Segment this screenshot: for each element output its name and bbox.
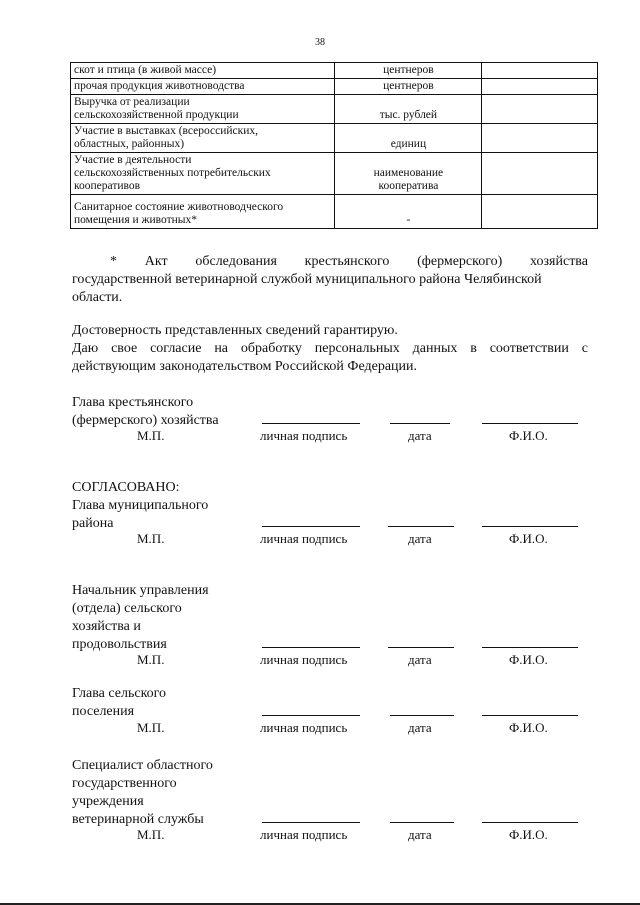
table-cell-line: Выручка от реализации: [74, 96, 190, 108]
fio-caption: Ф.И.О.: [509, 652, 548, 667]
signer-title-line: Специалист областного: [72, 758, 213, 773]
signature-line: [262, 647, 360, 648]
signer-title-line: ветеринарной службы: [72, 812, 204, 827]
signature-caption: личная подпись: [260, 531, 348, 546]
table-cell-name: [71, 153, 335, 195]
date-caption: дата: [408, 720, 432, 735]
signature-caption: личная подпись: [260, 720, 348, 735]
table-row: [71, 63, 598, 79]
date-line: [390, 715, 454, 716]
guarantee-word: свое: [111, 341, 138, 356]
date-caption: дата: [408, 531, 432, 546]
table-cell-value: [482, 79, 598, 95]
table-cell-line: Участие в выставках (всероссийских,: [74, 125, 259, 137]
table-row: [71, 153, 598, 195]
guarantee-word: в: [470, 341, 477, 356]
signature-line: [262, 822, 360, 823]
table-cell-name: [71, 95, 335, 124]
table-cell-line: Санитарное состояние животноводческого: [74, 201, 284, 213]
signer-title-line: поселения: [72, 704, 135, 719]
signer-specialist-title: [72, 757, 588, 829]
guarantee-word: согласие: [150, 341, 202, 356]
signer-title-line: (отдела) сельского: [72, 601, 182, 616]
signature-caption: личная подпись: [260, 428, 348, 443]
footnote-line: области.: [72, 290, 123, 305]
signer-title-line: Глава муниципального: [72, 498, 209, 513]
footnote-word: (фермерского): [417, 254, 503, 269]
guarantee-word: персональных: [314, 341, 400, 356]
guarantee-word: на: [214, 341, 229, 356]
signature-line: [262, 423, 360, 424]
signer-title-line: (фермерского) хозяйства: [72, 413, 219, 428]
footnote-word: *: [110, 254, 117, 269]
table-cell-unit: единиц: [335, 124, 482, 153]
table-row: [71, 79, 598, 95]
production-table: [70, 62, 598, 229]
guarantee-word: Даю: [72, 341, 99, 356]
table-cell-line: сельскохозяйственной продукции: [74, 109, 239, 121]
mp-label: М.П.: [137, 428, 165, 443]
table-cell-unit: [335, 153, 482, 195]
guarantee-word: соответствии: [489, 341, 569, 356]
table-cell-line: помещения и животных*: [74, 214, 197, 226]
guarantee-paragraph: [72, 322, 588, 376]
mp-label: М.П.: [137, 652, 165, 667]
table-cell-line: Участие в деятельности: [74, 154, 192, 166]
table-cell-value: [482, 124, 598, 153]
page-number: 38: [315, 37, 325, 48]
date-caption: дата: [408, 827, 432, 842]
table-row: [71, 95, 598, 124]
signature-caption: личная подпись: [260, 652, 348, 667]
footnote-word: хозяйства: [530, 254, 588, 269]
footnote-line: государственной ветеринарной службой муниципального района Челябинской: [72, 272, 542, 287]
table-cell-unit: центнеров: [335, 79, 482, 95]
date-line: [390, 423, 450, 424]
table-cell-line: сельскохозяйственных потребительских: [74, 167, 271, 179]
footnote-word: крестьянского: [304, 254, 390, 269]
footnote-word: Акт: [144, 254, 168, 269]
table-cell-value: [482, 195, 598, 229]
date-line: [388, 526, 454, 527]
mp-label: М.П.: [137, 531, 165, 546]
table-cell-unit: тыс. рублей: [335, 95, 482, 124]
footnote-word: обследования: [195, 254, 277, 269]
fio-caption: Ф.И.О.: [509, 827, 548, 842]
table-cell-line: областных, районных): [74, 138, 185, 150]
signer-title-line: учреждения: [72, 794, 144, 809]
table-cell-unit: центнеров: [335, 63, 482, 79]
fio-line: [482, 526, 578, 527]
table-cell-unit: -: [335, 195, 482, 229]
footnote: [72, 253, 588, 307]
guarantee-line: [72, 340, 588, 358]
footnote-line: [72, 253, 588, 271]
table-cell-value: [482, 153, 598, 195]
fio-line: [482, 715, 578, 716]
signer-title-line: Глава крестьянского: [72, 395, 194, 410]
guarantee-word: обработку: [240, 341, 302, 356]
table-cell-name: [71, 195, 335, 229]
date-caption: дата: [408, 652, 432, 667]
date-line: [388, 647, 454, 648]
fio-line: [482, 423, 578, 424]
signer-chief-dept-title: [72, 582, 588, 654]
table-cell-name: [71, 124, 335, 153]
table-cell-line: кооператива: [378, 180, 439, 192]
signer-title-line: Глава сельского: [72, 686, 167, 701]
table-row: [71, 195, 598, 229]
fio-line: [482, 647, 578, 648]
guarantee-word: данных: [412, 341, 458, 356]
signature-caption: личная подпись: [260, 827, 348, 842]
table-cell-line: наименование: [373, 167, 444, 179]
mp-label: М.П.: [137, 827, 165, 842]
fio-caption: Ф.И.О.: [509, 531, 548, 546]
signer-title-line: хозяйства и: [72, 619, 141, 634]
table-cell-value: [482, 95, 598, 124]
signer-title-line: района: [72, 516, 114, 531]
table-cell-value: [482, 63, 598, 79]
table-row: [71, 124, 598, 153]
mp-label: М.П.: [137, 720, 165, 735]
table-cell-name: прочая продукция животноводства: [71, 79, 335, 95]
signer-title-line: продовольствия: [72, 637, 167, 652]
table-cell-line: кооперативов: [74, 180, 141, 192]
agreed-heading: СОГЛАСОВАНО:: [72, 480, 180, 495]
signature-line: [262, 715, 360, 716]
signer-title-line: государственного: [72, 776, 177, 791]
table-cell-name: скот и птица (в живой массе): [71, 63, 335, 79]
fio-caption: Ф.И.О.: [509, 428, 548, 443]
fio-line: [482, 822, 578, 823]
date-line: [390, 822, 454, 823]
signer-title-line: Начальник управления: [72, 583, 209, 598]
fio-caption: Ф.И.О.: [509, 720, 548, 735]
guarantee-word: с: [581, 341, 588, 356]
date-caption: дата: [408, 428, 432, 443]
signer-head-district-title: [72, 497, 588, 533]
guarantee-line: Достоверность представленных сведений гарантирую.: [72, 323, 398, 338]
signature-line: [262, 526, 360, 527]
guarantee-line: действующим законодательством Российской Федерации.: [72, 359, 418, 374]
signer-head-farm-title: [72, 394, 588, 430]
